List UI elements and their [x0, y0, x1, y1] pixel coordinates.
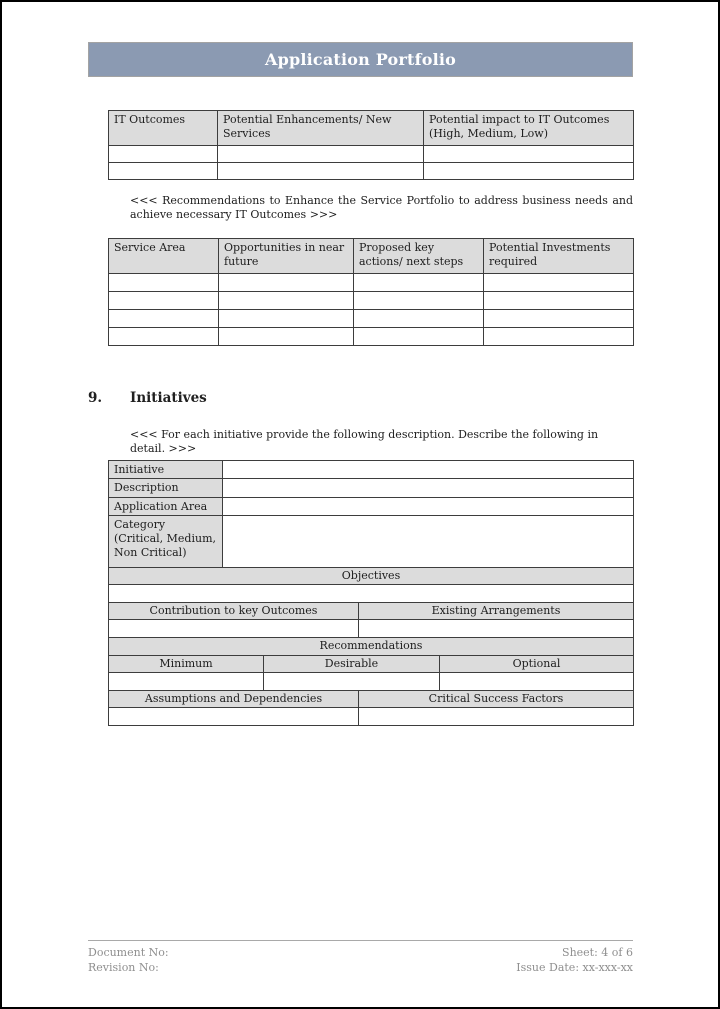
critical-success-header: Critical Success Factors [359, 691, 634, 708]
table-row [109, 146, 634, 163]
empty-cell[interactable] [484, 328, 634, 346]
empty-cell[interactable] [219, 292, 354, 310]
table-row [109, 328, 634, 346]
table-header-row [109, 239, 634, 274]
empty-cell[interactable] [218, 146, 424, 163]
empty-cell[interactable] [109, 585, 634, 603]
empty-cell[interactable] [354, 292, 484, 310]
field-row [109, 461, 634, 479]
contribution-header: Contribution to key Outcomes [109, 603, 359, 620]
table-header-row [109, 111, 634, 146]
empty-cell[interactable] [109, 274, 219, 292]
empty-cell[interactable] [109, 620, 359, 638]
col-header-potential-impact: Potential impact to IT Outcomes (High, Medium, Low) [424, 111, 634, 146]
table-row [109, 163, 634, 180]
table-row [109, 292, 634, 310]
table-row [109, 310, 634, 328]
existing-arrangements-header: Existing Arrangements [359, 603, 634, 620]
empty-cell[interactable] [223, 461, 634, 479]
empty-cell[interactable] [264, 673, 440, 691]
field-label-description: Description [109, 479, 223, 497]
initiative-table [108, 460, 634, 726]
empty-cell[interactable] [223, 515, 634, 567]
desirable-header: Desirable [264, 655, 440, 672]
objectives-header: Objectives [109, 567, 634, 584]
field-label-initiative: Initiative [109, 461, 223, 479]
assumptions-header: Assumptions and Dependencies [109, 691, 359, 708]
sheet-label: Sheet: 4 of 6 [562, 946, 633, 959]
field-label-application-area: Application Area [109, 497, 223, 515]
empty-cell[interactable] [484, 310, 634, 328]
table-row [109, 708, 634, 726]
empty-cell[interactable] [424, 146, 634, 163]
field-row [109, 515, 634, 567]
it-outcomes-table [108, 110, 634, 180]
col-header-service-area: Service Area [109, 239, 219, 274]
col-header-proposed-actions: Proposed key actions/ next steps [354, 239, 484, 274]
empty-cell[interactable] [484, 292, 634, 310]
empty-cell[interactable] [354, 328, 484, 346]
empty-cell[interactable] [484, 274, 634, 292]
section-heading [88, 390, 633, 406]
table-row [109, 673, 634, 691]
col-header-investments: Potential Investments required [484, 239, 634, 274]
optional-header: Optional [440, 655, 634, 672]
issue-date-label: Issue Date: xx-xxx-xx [516, 961, 633, 974]
document-title-bar [88, 42, 633, 77]
empty-cell[interactable] [359, 620, 634, 638]
empty-cell[interactable] [109, 292, 219, 310]
subheader-row [109, 567, 634, 584]
page-title: Application Portfolio [264, 50, 457, 69]
empty-cell[interactable] [223, 479, 634, 497]
initiative-instruction: <<< For each initiative provide the following description. Describe the following in detail. >>> [130, 428, 599, 456]
empty-cell[interactable] [354, 310, 484, 328]
field-row [109, 497, 634, 515]
field-label-category: Category (Critical, Medium, Non Critical) [109, 515, 223, 567]
footer-right [333, 945, 633, 975]
footer-divider [88, 940, 633, 941]
empty-cell[interactable] [354, 274, 484, 292]
table-row [109, 274, 634, 292]
recommendations-header: Recommendations [109, 638, 634, 655]
subheader-row [109, 691, 634, 708]
empty-cell[interactable] [219, 274, 354, 292]
section-number: 9. [88, 390, 103, 406]
subheader-row [109, 655, 634, 672]
subheader-row [109, 638, 634, 655]
table-row [109, 620, 634, 638]
minimum-header: Minimum [109, 655, 264, 672]
empty-cell[interactable] [218, 163, 424, 180]
col-header-it-outcomes: IT Outcomes [109, 111, 218, 146]
service-area-table [108, 238, 634, 346]
col-header-opportunities: Opportunities in near future [219, 239, 354, 274]
subheader-row [109, 603, 634, 620]
empty-cell[interactable] [109, 673, 264, 691]
empty-cell[interactable] [109, 146, 218, 163]
empty-cell[interactable] [219, 328, 354, 346]
empty-cell[interactable] [359, 708, 634, 726]
empty-cell[interactable] [424, 163, 634, 180]
revision-no-label: Revision No: [88, 961, 159, 974]
empty-cell[interactable] [219, 310, 354, 328]
footer-left [88, 945, 169, 975]
col-header-potential-enhancements: Potential Enhancements/ New Services [218, 111, 424, 146]
field-row [109, 479, 634, 497]
empty-cell[interactable] [109, 708, 359, 726]
empty-cell[interactable] [109, 163, 218, 180]
recommendations-instruction: <<< Recommendations to Enhance the Service Portfolio to address business needs and achieve necessary IT Outcomes >>> [130, 194, 633, 222]
empty-cell[interactable] [109, 328, 219, 346]
document-no-label: Document No: [88, 946, 169, 959]
empty-cell[interactable] [109, 310, 219, 328]
section-title: Initiatives [130, 390, 207, 406]
empty-cell[interactable] [223, 497, 634, 515]
empty-cell[interactable] [440, 673, 634, 691]
table-row [109, 585, 634, 603]
